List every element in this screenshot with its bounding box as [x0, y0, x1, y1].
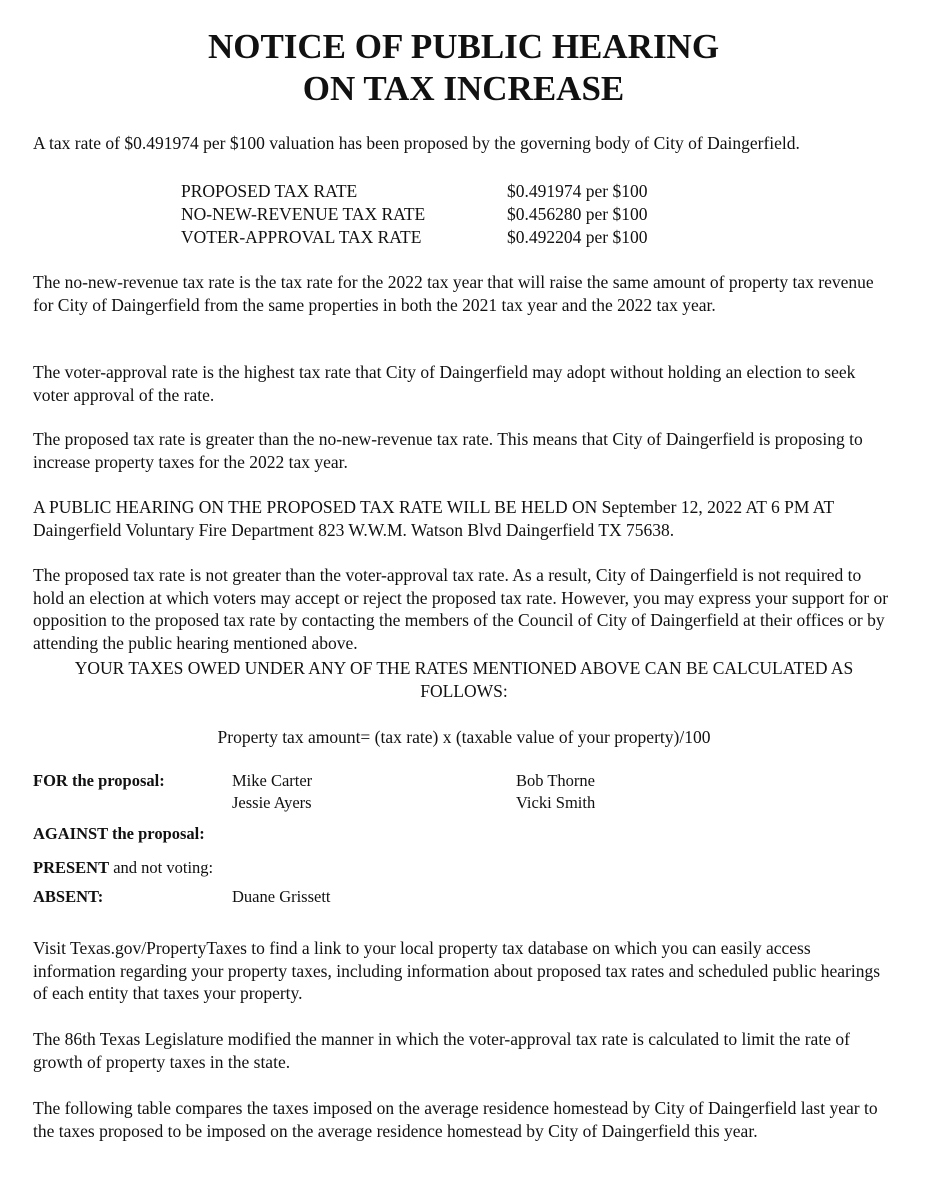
no-new-revenue-paragraph: The no-new-revenue tax rate is the tax rate for the 2022 tax year that will raise the same amount of property tax revenue for City of Daingerfield from the same properties in both the 2021 tax year and the 2022 tax year. [33, 272, 874, 315]
table-compare-paragraph: The following table compares the taxes imposed on the average residence homestead by City of Daingerfield last year to the taxes proposed to be imposed on the average residence homestead by City of Daingerfield this year. [33, 1098, 878, 1141]
against-label: AGAINST the proposal: [33, 824, 205, 843]
taxes-owed-heading: YOUR TAXES OWED UNDER ANY OF THE RATES MENTIONED ABOVE CAN BE CALCULATED AS FOLLOWS: [74, 658, 854, 701]
formula: Property tax amount= (tax rate) x (taxable value of your property)/100 [217, 727, 711, 747]
title-line-1: NOTICE OF PUBLIC HEARING [207, 27, 720, 66]
title-line-2: ON TAX INCREASE [302, 69, 625, 108]
visit-paragraph: Visit Texas.gov/PropertyTaxes to find a link to your local property tax database on which you can easily access information regarding your property taxes, including information about proposed tax rates and scheduled public hearings of each entity that taxes your property. [33, 938, 881, 1003]
absent-label: ABSENT: [33, 887, 104, 906]
voter-approval-paragraph: The voter-approval rate is the highest tax rate that City of Daingerfield may adopt without holding an election to seek voter approval of the rate. [33, 362, 856, 405]
rates-table [181, 180, 781, 249]
legislature-paragraph: The 86th Texas Legislature modified the manner in which the voter-approval tax rate is calculated to limit the rate of growth of property taxes in the state. [33, 1029, 850, 1072]
rate-value: $0.456280 per $100 [507, 204, 648, 224]
for-member: Jessie Ayers [232, 793, 312, 812]
for-member: Vicki Smith [516, 793, 596, 812]
rate-value: $0.491974 per $100 [507, 181, 648, 201]
intro-paragraph: A tax rate of $0.491974 per $100 valuation has been proposed by the governing body of City of Daingerfield. [33, 133, 800, 153]
present-rest: and not voting: [109, 858, 214, 877]
rate-value: $0.492204 per $100 [507, 227, 648, 247]
greater-paragraph: The proposed tax rate is greater than the no-new-revenue tax rate. This means that City of Daingerfield is proposing to increase property taxes for the 2022 tax year. [33, 429, 863, 472]
for-member: Bob Thorne [516, 771, 595, 790]
absent-member: Duane Grissett [232, 887, 331, 906]
for-member: Mike Carter [232, 771, 313, 790]
present-label [33, 857, 213, 878]
rate-row [181, 226, 781, 249]
rate-row [181, 180, 781, 203]
present-bold: PRESENT [33, 858, 110, 877]
rate-label: NO-NEW-REVENUE TAX RATE [181, 204, 426, 224]
rate-label: VOTER-APPROVAL TAX RATE [181, 227, 422, 247]
hearing-paragraph: A PUBLIC HEARING ON THE PROPOSED TAX RATE WILL BE HELD ON September 12, 2022 AT 6 PM AT Daingerfield Voluntary Fire Department 823 W.W.M. Watson Blvd Daingerfield TX 75638. [33, 497, 834, 540]
not-greater-paragraph: The proposed tax rate is not greater than the voter-approval tax rate. As a result, City of Daingerfield is not required to hold an election at which voters may accept or reject the proposed tax rate. However, you may express your support for or opposition to the proposed tax rate by contacting the members of the Council of City of Daingerfield at their offices or by attending the public hearing mentioned above. [33, 565, 889, 653]
for-label: FOR the proposal: [33, 771, 165, 790]
rate-label: PROPOSED TAX RATE [181, 181, 358, 201]
rate-row [181, 203, 781, 226]
